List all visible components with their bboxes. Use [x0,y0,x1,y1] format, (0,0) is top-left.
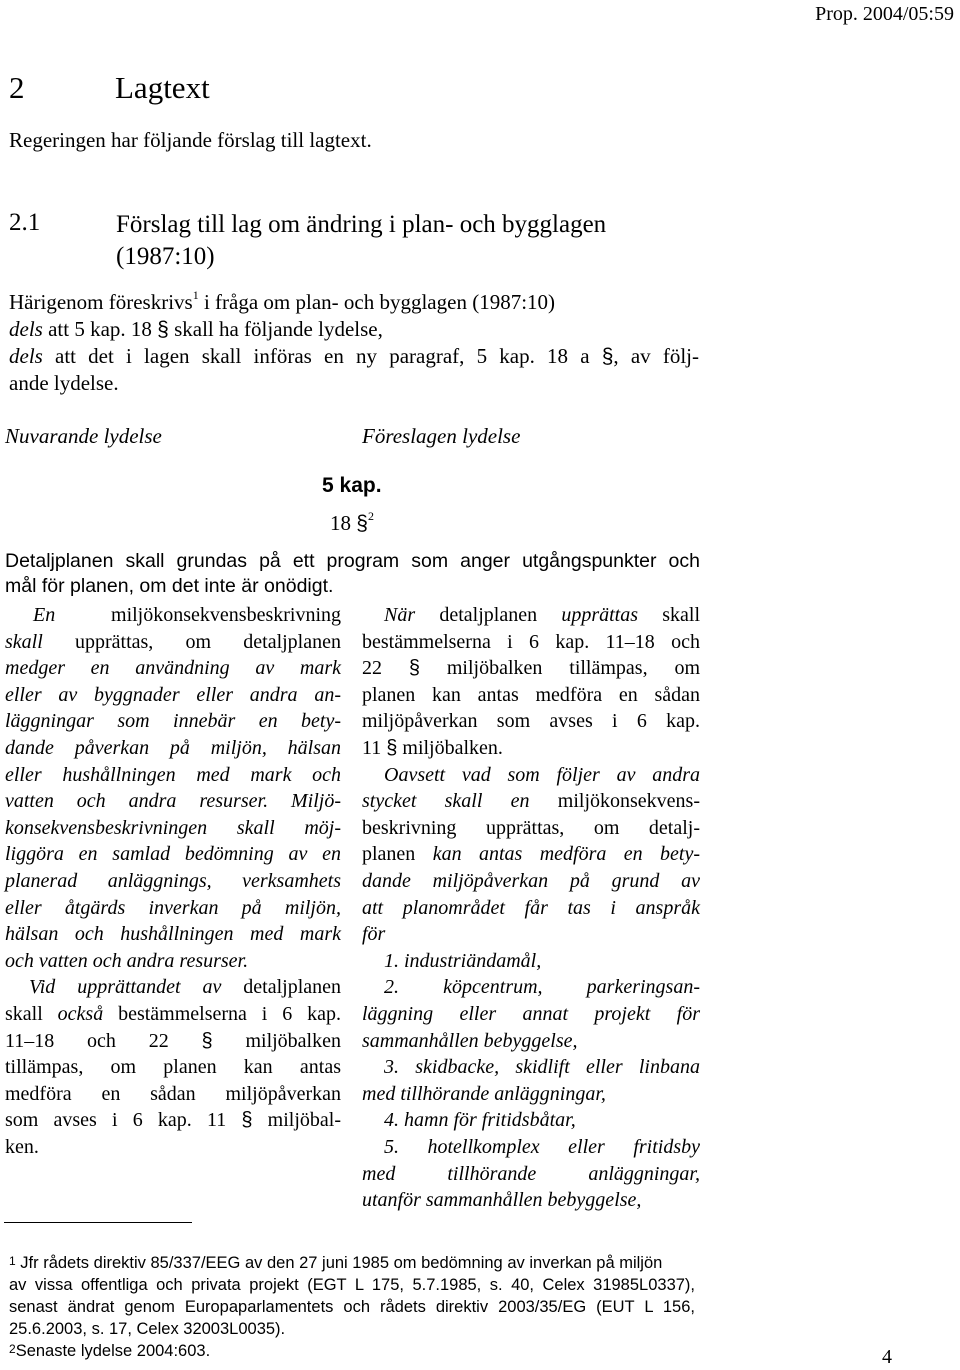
left-line: ken. [5,1136,39,1158]
section-title-line-1: Förslag till lag om ändring i plan- och bygglagen [116,211,607,238]
right-line: sammanhållen bebyggelse, [362,1029,578,1052]
preamble-l3c: , av följ- [613,344,699,368]
shared-line-1: Detaljplanen skall grundas på ett program som anger utgångspunkter och [5,550,700,572]
left-line: En miljökonsekvensbeskrivning [33,604,341,626]
footnote-2: $^2$Senaste lydelse 2004:603. [9,1342,211,1360]
footnote-1-number: 1 [9,1254,16,1268]
right-line: dande miljöpåverkan på grund av [362,870,700,892]
shared-line-2: mål för planen, om det inte är onödigt. [5,575,334,597]
right-line: planen kan antas medföra en bety- [362,843,700,866]
footnote-2-number: 2 [9,1342,16,1356]
current-wording-header: Nuvarande lydelse [5,424,162,448]
left-line: skall upprättas, om detaljplanen [5,630,341,653]
paragraph-reference [330,511,374,536]
right-line: läggning eller annat projekt för [362,1003,700,1025]
left-line: medföra en sådan miljöpåverkan [5,1082,341,1105]
left-line: eller åtgärds inverkan på miljön, [5,896,341,919]
left-line: eller hushållningen med mark och [5,763,341,786]
paragraph-number: 18 [330,511,357,535]
section-sign: § [356,512,368,535]
right-line: 3. skidbacke, skidlift eller linbana [384,1056,700,1079]
proposed-wording-header: Föreslagen lydelse [362,424,521,448]
preamble-dels-1: dels [9,317,43,341]
left-line: liggöra en samlad bedömning av en [5,843,341,866]
current-wording-column [5,602,341,1162]
preamble-line-2 [9,317,383,342]
left-line: läggningar som innebär en bety- [5,710,341,733]
right-line: stycket skall en miljökonsekvens- [362,790,700,813]
section-title [116,209,606,273]
left-line: och vatten och andra resurser. [5,949,249,972]
right-line: beskrivning upprättas, om detalj- [362,816,700,839]
footnote-1-line-1: $^1$ Jfr rådets direktiv 85/337/EEG av den 27 juni 1985 om bedömning av inverkan på miljön [9,1254,663,1272]
footnote-ref-1: 1 [192,288,199,302]
proposed-wording-column [362,602,700,1217]
left-line: hälsan och hushållningen med mark [5,923,341,946]
preamble-line-4: ande lydelse. [9,371,119,395]
chapter-number: 2 [9,70,25,105]
left-line: vatten och andra resurser. Miljö- [5,790,341,813]
right-line: för [362,923,386,946]
left-line: konsekvensbeskrivningen skall möj- [5,816,341,839]
right-line: med tillhörande anläggningar, [362,1082,606,1105]
right-line: att planområdet får tas i anspråk [362,896,700,919]
footnote-1-line-4: 25.6.2003, s. 17, Celex 32003L0035). [9,1320,286,1338]
preamble-l2c: skall ha följande lydelse, [168,317,383,341]
right-line: Oavsett vad som följer av andra [384,763,700,786]
preamble-l2b: att 5 kap. 18 [42,317,158,341]
left-line: 11–18 och 22 § miljöbalken [5,1029,341,1052]
preamble-line-1 [9,290,555,315]
left-line: medger en användning av mark [5,657,341,680]
right-line: med tillhörande anläggningar, [362,1162,700,1185]
section-sign: § [601,345,614,368]
footnote-ref-2: 2 [367,509,374,523]
right-line: När detaljplanen upprättas skall [384,604,700,626]
intro-text: Regeringen har följande förslag till lagtext. [9,128,372,152]
page-number: 4 [882,1346,892,1368]
right-line: 4. hamn för fritidsbåtar, [384,1109,576,1132]
right-line: miljöpåverkan som avses i 6 kap. [362,710,700,733]
right-line: utanför sammanhållen bebyggelse, [362,1189,642,1212]
left-line: Vid upprättandet av detaljplanen [29,976,341,999]
preamble-line-3 [9,344,699,369]
footnote-1-line-3: senast ändrat genom Europaparlamentets och rådets direktiv 2003/35/EG (EUT L 156, [9,1298,695,1316]
right-line: 22 § miljöbalken tillämpas, om [362,657,701,680]
section-number: 2.1 [9,209,41,236]
preamble-l3b: att det i lagen skall införas en ny paragraf, 5 kap. 18 a [42,344,602,368]
footnote-divider [4,1222,192,1223]
footnote-1-line-2: av vissa offentliga och privata projekt (EGT L 175, 5.7.1985, s. 40, Celex 31985L0337), [9,1276,695,1294]
right-line: 1. industriändamål, [384,949,542,972]
left-line: skall också bestämmelserna i 6 kap. [5,1003,341,1025]
chapter-title: Lagtext [115,70,210,105]
left-line: planerad anläggnings, verksamhets [5,870,341,892]
preamble-l1a: Härigenom föreskrivs [9,290,193,314]
section-sign: § [157,318,169,341]
left-line: tillämpas, om planen kan antas [5,1056,341,1079]
left-line: eller av byggnader eller andra an- [5,683,341,706]
proposition-number: Prop. 2004/05:59 [815,3,954,25]
right-line: 2. köpcentrum, parkeringsan- [384,976,700,999]
right-line: bestämmelserna i 6 kap. 11–18 och [362,630,700,653]
chapter-reference: 5 kap. [322,474,382,497]
right-line: 5. hotellkomplex eller fritidsby [384,1136,700,1158]
right-line: 11 § miljöbalken. [362,737,503,759]
section-title-line-2: (1987:10) [116,243,215,270]
preamble-l1b: i fråga om plan- och bygglagen (1987:10) [198,290,556,314]
left-line: dande påverkan på miljön, hälsan [5,737,341,759]
preamble-dels-2: dels [9,344,43,368]
left-line: som avses i 6 kap. 11 § miljöbal- [5,1109,341,1132]
right-line: planen kan antas medföra en sådan [362,683,700,706]
